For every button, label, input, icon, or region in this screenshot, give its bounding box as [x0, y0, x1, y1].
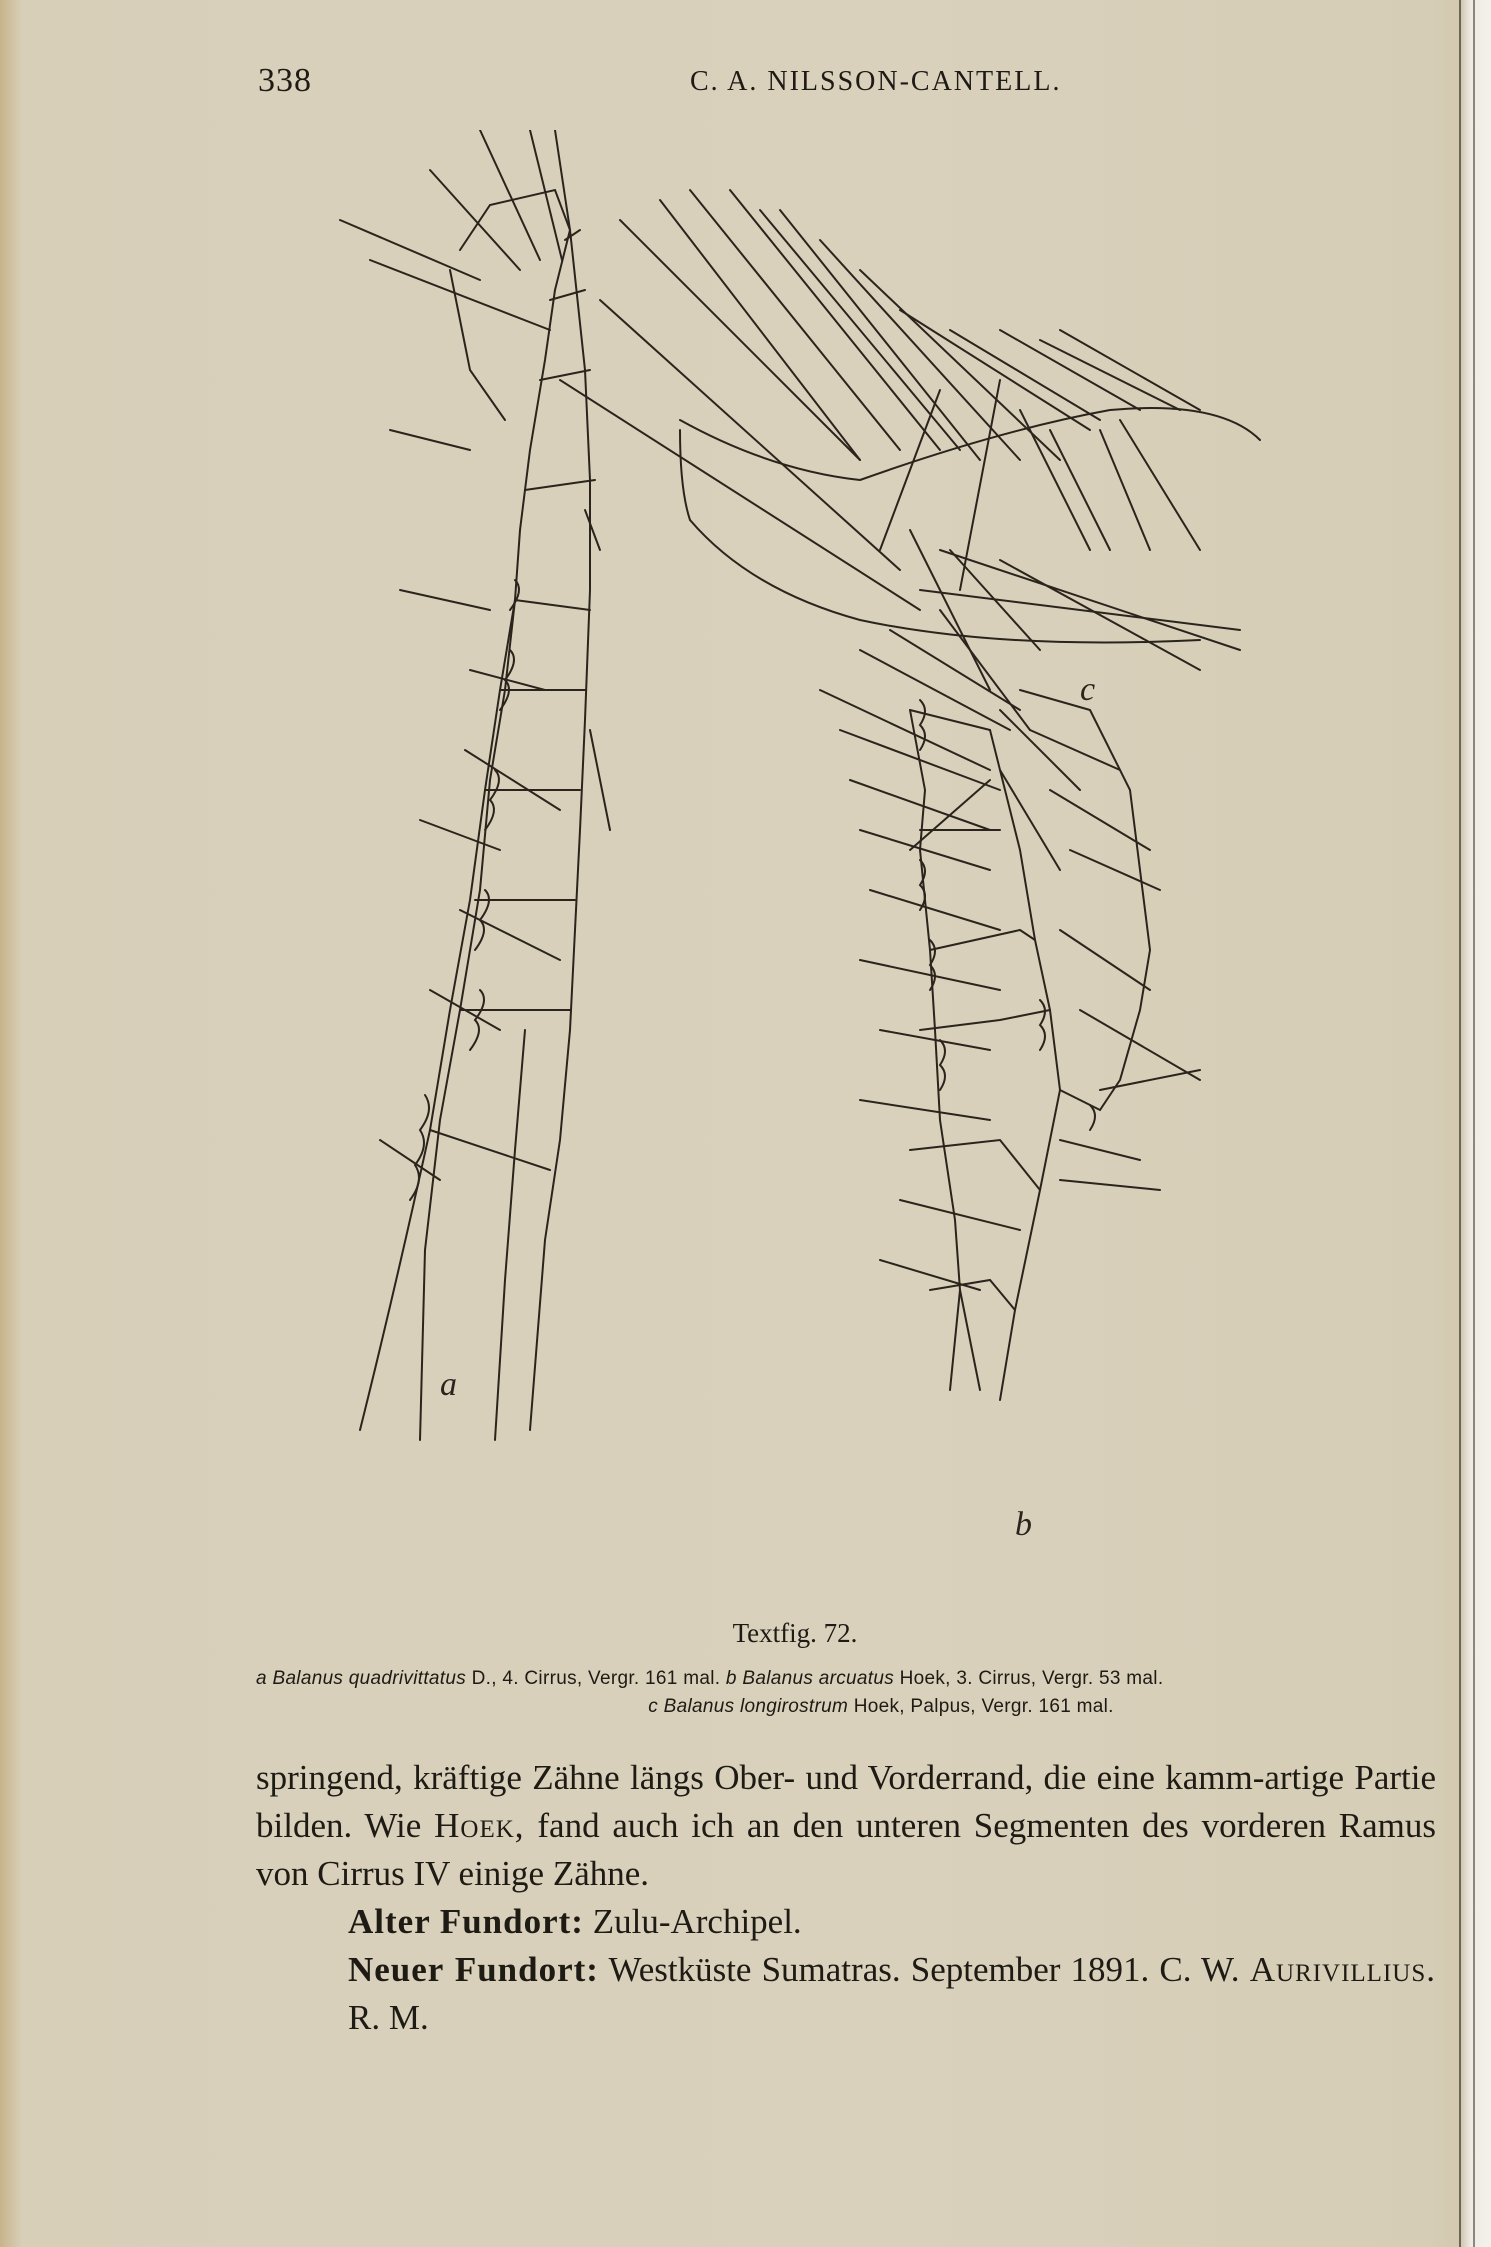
- author-hoek: Hoek,: [434, 1806, 525, 1845]
- collector-name: Aurivillius.: [1249, 1950, 1436, 1989]
- running-head: C. A. NILSSON-CANTELL.: [690, 66, 1062, 97]
- drawing-a-cirrus: [340, 130, 610, 1440]
- figure-drawing: [300, 130, 1420, 1600]
- page-header: [0, 62, 1440, 102]
- figure-title: Textfig. 72.: [732, 1618, 858, 1648]
- caption-line-2: c Balanus longirostrum Hoek, Palpus, Vergr. 161 mal.: [648, 1696, 1114, 1717]
- book-spine-edge: [1459, 0, 1491, 2247]
- caption-species-b: Balanus arcuatus: [742, 1668, 895, 1689]
- caption-line-1: a Balanus quadrivittatus D., 4. Cirrus, Vergr. 161 mal. b Balanus arcuatus Hoek, 3. Cirrus, Vergr. 53 mal.: [256, 1668, 1164, 1689]
- figure-label-b: b: [1015, 1506, 1032, 1543]
- figure-label-c: c: [1080, 671, 1096, 708]
- body-text: [256, 1754, 1436, 2042]
- figure-caption: [256, 1665, 1446, 1721]
- caption-species-c: Balanus longirostrum: [663, 1696, 849, 1717]
- drawing-c-palpus: [560, 190, 1260, 690]
- new-locality: Neuer Fundort: Westküste Sumatras. September 1891. C. W. Aurivillius. R. M.: [348, 1950, 1436, 2037]
- figure-label-a: a: [440, 1366, 457, 1403]
- drawing-b-cirrus: [820, 610, 1200, 1400]
- old-locality: Alter Fundort: Zulu-Archipel.: [348, 1902, 802, 1941]
- paragraph-description: springend, kräftige Zähne längs Ober- und Vorderrand, die eine kamm-artige Partie bilden. Wie Hoek, fand auch ich an den unteren Segmenten des vorderen Ramus von Cirrus IV einige Zähne.: [256, 1758, 1437, 1893]
- figure-plate: [300, 130, 1420, 1600]
- caption-species-a: Balanus quadrivittatus: [272, 1668, 467, 1689]
- page-number: 338: [258, 62, 312, 99]
